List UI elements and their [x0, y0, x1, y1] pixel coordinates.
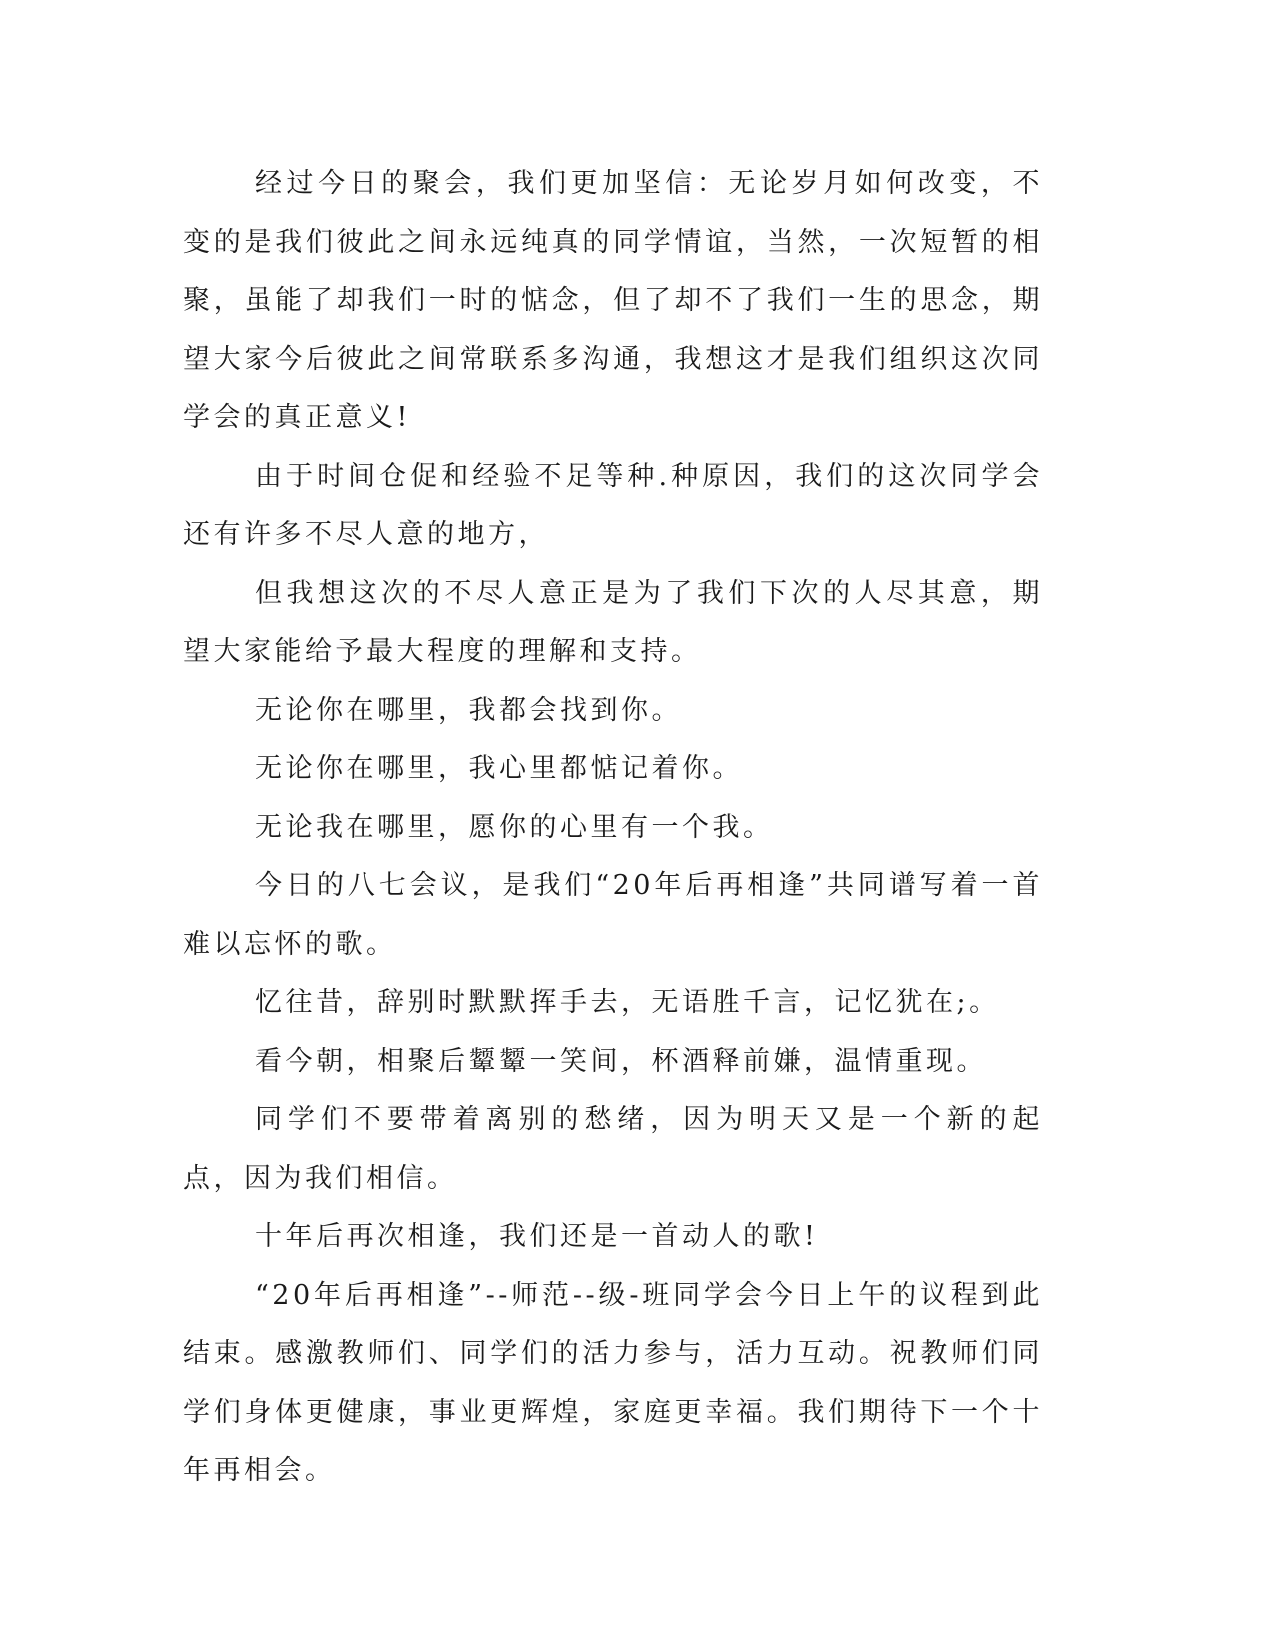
document-body: [183, 155, 1043, 1501]
paragraph-3: 但我想这次的不尽人意正是为了我们下次的人尽其意，期望大家能给予最大程度的理解和支持。: [183, 577, 1043, 667]
paragraph-10: 同学们不要带着离别的愁绪，因为明天又是一个新的起点，因为我们相信。: [183, 1104, 1043, 1194]
paragraph-6: 无论我在哪里，愿你的心里有一个我。: [255, 811, 774, 843]
paragraph-1: 经过今日的聚会，我们更加坚信：无论岁月如何改变，不变的是我们彼此之间永远纯真的同学情谊，当然，一次短暂的相聚，虽能了却我们一时的惦念，但了却不了我们一生的思念，期望大家今后彼此之间常联系多沟通，我想这才是我们组织这次同学会的真正意义!: [183, 168, 1043, 433]
paragraph-12: “20年后再相逢”--师范--级-班同学会今日上午的议程到此结束。感激教师们、同学们的活力参与，活力互动。祝教师们同学们身体更健康，事业更辉煌，家庭更幸福。我们期待下一个十年再相会。: [183, 1279, 1043, 1486]
paragraph-2: 由于时间仓促和经验不足等种.种原因，我们的这次同学会还有许多不尽人意的地方，: [183, 460, 1043, 550]
paragraph-4: 无论你在哪里，我都会找到你。: [255, 694, 682, 726]
paragraph-8: 忆往昔，辞别时默默挥手去，无语胜千言，记忆犹在;。: [255, 987, 1000, 1018]
paragraph-11: 十年后再次相逢，我们还是一首动人的歌!: [255, 1221, 819, 1252]
paragraph-5: 无论你在哪里，我心里都惦记着你。: [255, 753, 743, 784]
paragraph-9: 看今朝，相聚后颦颦一笑间，杯酒释前嫌，温情重现。: [255, 1045, 987, 1077]
paragraph-7: 今日的八七会议，是我们“20年后再相逢”共同谱写着一首难以忘怀的歌。: [183, 870, 1043, 960]
